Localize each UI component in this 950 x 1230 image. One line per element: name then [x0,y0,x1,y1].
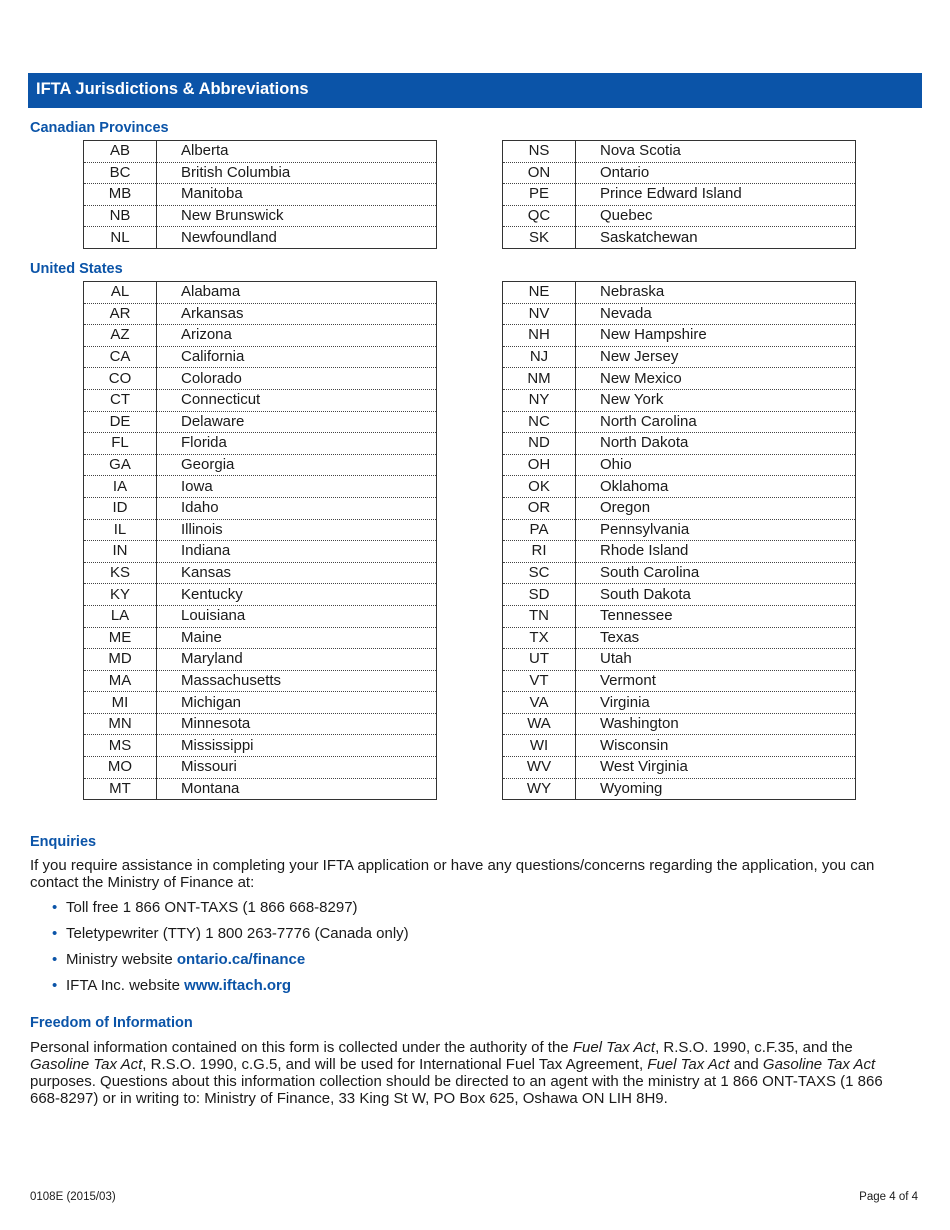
jurisdiction-code: PE [503,184,576,206]
jurisdiction-name: Newfoundland [157,227,437,249]
jurisdiction-name: Minnesota [157,713,437,735]
jurisdiction-name: Tennessee [576,605,856,627]
jurisdiction-code: GA [84,454,157,476]
jurisdiction-code: NH [503,325,576,347]
foi-text: , R.S.O. 1990, c.F.35, and the [655,1039,853,1056]
table-row [84,757,437,779]
table-row [84,227,437,249]
jurisdiction-code: SD [503,584,576,606]
jurisdiction-name: New Hampshire [576,325,856,347]
table-row [503,227,856,249]
jurisdiction-code: IL [84,519,157,541]
table-row [84,389,437,411]
table-row [503,562,856,584]
table-row [503,141,856,163]
table-row [84,692,437,714]
jurisdiction-name: Maryland [157,649,437,671]
jurisdiction-name: Missouri [157,757,437,779]
table-row [84,476,437,498]
table-row [84,411,437,433]
jurisdiction-code: AL [84,282,157,304]
jurisdiction-name: Massachusetts [157,670,437,692]
table-row [503,411,856,433]
bullet-icon: • [52,925,58,942]
jurisdiction-name: South Carolina [576,562,856,584]
jurisdiction-name: North Carolina [576,411,856,433]
list-item [52,899,409,925]
list-item [52,977,409,1003]
ministry-website-link[interactable]: ontario.ca/finance [176,951,306,968]
us-table-right [502,281,856,800]
jurisdiction-code: CA [84,346,157,368]
jurisdiction-name: Rhode Island [576,541,856,563]
enquiries-intro: If you require assistance in completing your IFTA application or have any questions/concerns regarding the application, you can contact the Ministry of Finance at: [30,857,875,891]
jurisdiction-code: WA [503,713,576,735]
jurisdiction-code: MO [84,757,157,779]
table-row [84,735,437,757]
contact-list [52,899,409,1003]
table-row [84,778,437,800]
enquiries-heading: Enquiries [30,834,97,850]
jurisdiction-code: WI [503,735,576,757]
contact-text: Toll free 1 866 ONT-TAXS (1 866 668-8297) [66,899,358,916]
table-row [84,303,437,325]
table-row [84,541,437,563]
jurisdiction-code: AB [84,141,157,163]
jurisdiction-code: NV [503,303,576,325]
jurisdiction-code: OR [503,497,576,519]
table-row [503,497,856,519]
jurisdiction-name: New York [576,389,856,411]
jurisdiction-code: NM [503,368,576,390]
jurisdiction-code: LA [84,605,157,627]
table-row [84,141,437,163]
jurisdiction-name: Connecticut [157,389,437,411]
canadian-table-left [83,140,437,249]
foi-heading: Freedom of Information [30,1015,193,1031]
jurisdiction-code: AZ [84,325,157,347]
jurisdiction-code: SK [503,227,576,249]
jurisdiction-name: Virginia [576,692,856,714]
jurisdiction-code: NJ [503,346,576,368]
jurisdiction-code: DE [84,411,157,433]
jurisdiction-code: MB [84,184,157,206]
jurisdiction-code: IN [84,541,157,563]
jurisdiction-code: AR [84,303,157,325]
jurisdiction-name: Utah [576,649,856,671]
table-row [503,368,856,390]
jurisdiction-code: NC [503,411,576,433]
jurisdiction-name: Wisconsin [576,735,856,757]
table-row [503,735,856,757]
table-row [503,627,856,649]
page-banner: IFTA Jurisdictions & Abbreviations [28,73,922,108]
contact-text: IFTA Inc. website [66,977,185,994]
jurisdiction-name: Ohio [576,454,856,476]
jurisdiction-name: Michigan [157,692,437,714]
jurisdiction-code: RI [503,541,576,563]
jurisdiction-code: ME [84,627,157,649]
jurisdiction-code: NL [84,227,157,249]
jurisdiction-code: NE [503,282,576,304]
table-row [84,519,437,541]
jurisdiction-code: MI [84,692,157,714]
jurisdiction-code: MT [84,778,157,800]
jurisdiction-name: Washington [576,713,856,735]
table-row [84,325,437,347]
jurisdiction-code: CT [84,389,157,411]
jurisdiction-code: ON [503,162,576,184]
jurisdiction-name: Mississippi [157,735,437,757]
table-row [503,692,856,714]
table-row [84,368,437,390]
table-row [503,205,856,227]
jurisdiction-name: Arizona [157,325,437,347]
jurisdiction-code: MD [84,649,157,671]
jurisdiction-name: Wyoming [576,778,856,800]
table-row [503,541,856,563]
jurisdiction-code: ID [84,497,157,519]
contact-text: Ministry website [66,951,177,968]
jurisdiction-code: CO [84,368,157,390]
table-row [84,497,437,519]
table-row [503,282,856,304]
table-row [503,162,856,184]
jurisdiction-name: Quebec [576,205,856,227]
table-row [84,670,437,692]
united-states-heading: United States [30,261,123,277]
foi-text: purposes. Questions about this information collection should be directed to an agent with the ministry at 1 866 ONT-TAXS (1 866 668-8297) or in writing to: Ministry of Finance, 33 King St W, PO Box 625, Oshawa ON LIH 8H9. [30,1073,883,1107]
jurisdiction-name: Arkansas [157,303,437,325]
foi-paragraph [30,1039,890,1107]
jurisdiction-code: ND [503,433,576,455]
jurisdiction-name: New Mexico [576,368,856,390]
jurisdiction-name: New Jersey [576,346,856,368]
jurisdiction-name: Alabama [157,282,437,304]
jurisdiction-name: Texas [576,627,856,649]
jurisdiction-name: Nova Scotia [576,141,856,163]
jurisdiction-code: KS [84,562,157,584]
table-row [503,346,856,368]
foi-text: , R.S.O. 1990, c.G.5, and will be used for International Fuel Tax Agreement, [142,1056,648,1073]
jurisdiction-name: Oregon [576,497,856,519]
jurisdiction-code: IA [84,476,157,498]
jurisdiction-code: KY [84,584,157,606]
jurisdiction-name: Nevada [576,303,856,325]
jurisdiction-name: Indiana [157,541,437,563]
jurisdiction-code: VA [503,692,576,714]
jurisdiction-name: Montana [157,778,437,800]
table-row [84,282,437,304]
table-row [503,649,856,671]
table-row [503,713,856,735]
table-row [503,433,856,455]
jurisdiction-name: West Virginia [576,757,856,779]
jurisdiction-name: Georgia [157,454,437,476]
jurisdiction-name: Vermont [576,670,856,692]
jurisdiction-code: SC [503,562,576,584]
table-row [503,778,856,800]
jurisdiction-code: MS [84,735,157,757]
jurisdiction-name: Prince Edward Island [576,184,856,206]
jurisdiction-code: WY [503,778,576,800]
bullet-icon: • [52,951,58,968]
jurisdiction-name: Oklahoma [576,476,856,498]
table-row [84,605,437,627]
table-row [503,519,856,541]
jurisdiction-code: VT [503,670,576,692]
table-row [84,184,437,206]
jurisdiction-code: PA [503,519,576,541]
jurisdiction-code: NY [503,389,576,411]
jurisdiction-name: Illinois [157,519,437,541]
jurisdiction-name: Manitoba [157,184,437,206]
jurisdiction-code: NS [503,141,576,163]
jurisdiction-name: Florida [157,433,437,455]
table-row [84,713,437,735]
jurisdiction-code: OK [503,476,576,498]
canadian-table-right [502,140,856,249]
act-name: Gasoline Tax Act [762,1056,876,1073]
jurisdiction-name: Pennsylvania [576,519,856,541]
jurisdiction-code: BC [84,162,157,184]
contact-text: Teletypewriter (TTY) 1 800 263-7776 (Canada only) [66,925,409,942]
table-row [503,584,856,606]
act-name: Gasoline Tax Act [30,1056,143,1073]
act-name: Fuel Tax Act [572,1039,656,1056]
jurisdiction-name: Kansas [157,562,437,584]
jurisdiction-name: Nebraska [576,282,856,304]
table-row [503,325,856,347]
jurisdiction-name: Alberta [157,141,437,163]
jurisdiction-name: British Columbia [157,162,437,184]
act-name: Fuel Tax Act [647,1056,730,1073]
table-row [503,303,856,325]
table-row [503,389,856,411]
list-item [52,925,409,951]
jurisdiction-name: Ontario [576,162,856,184]
table-row [503,454,856,476]
jurisdiction-name: Delaware [157,411,437,433]
jurisdiction-code: MA [84,670,157,692]
jurisdiction-name: Colorado [157,368,437,390]
foi-text: and [729,1056,763,1073]
jurisdiction-code: UT [503,649,576,671]
jurisdiction-code: OH [503,454,576,476]
jurisdiction-code: NB [84,205,157,227]
table-row [84,649,437,671]
jurisdiction-code: TX [503,627,576,649]
table-row [84,562,437,584]
table-row [84,627,437,649]
jurisdiction-code: MN [84,713,157,735]
jurisdiction-code: WV [503,757,576,779]
table-row [503,670,856,692]
table-row [503,605,856,627]
form-id: 0108E (2015/03) [30,1191,116,1203]
jurisdiction-code: TN [503,605,576,627]
table-row [84,454,437,476]
ifta-website-link[interactable]: www.iftach.org [184,977,292,994]
jurisdiction-code: FL [84,433,157,455]
jurisdiction-name: New Brunswick [157,205,437,227]
table-row [503,184,856,206]
jurisdiction-name: Kentucky [157,584,437,606]
bullet-icon: • [52,899,58,916]
jurisdiction-name: Idaho [157,497,437,519]
jurisdiction-name: Saskatchewan [576,227,856,249]
bullet-icon: • [52,977,58,994]
list-item [52,951,409,977]
jurisdiction-name: South Dakota [576,584,856,606]
jurisdiction-name: Maine [157,627,437,649]
jurisdiction-name: Iowa [157,476,437,498]
jurisdiction-name: North Dakota [576,433,856,455]
foi-text: Personal information contained on this form is collected under the authority of the [30,1039,573,1056]
jurisdiction-name: Louisiana [157,605,437,627]
table-row [84,346,437,368]
table-row [84,205,437,227]
table-row [84,433,437,455]
us-table-left [83,281,437,800]
jurisdiction-code: QC [503,205,576,227]
table-row [503,476,856,498]
canadian-provinces-heading: Canadian Provinces [30,120,169,136]
table-row [84,162,437,184]
jurisdiction-name: California [157,346,437,368]
page-number: Page 4 of 4 [859,1191,918,1203]
table-row [84,584,437,606]
table-row [503,757,856,779]
